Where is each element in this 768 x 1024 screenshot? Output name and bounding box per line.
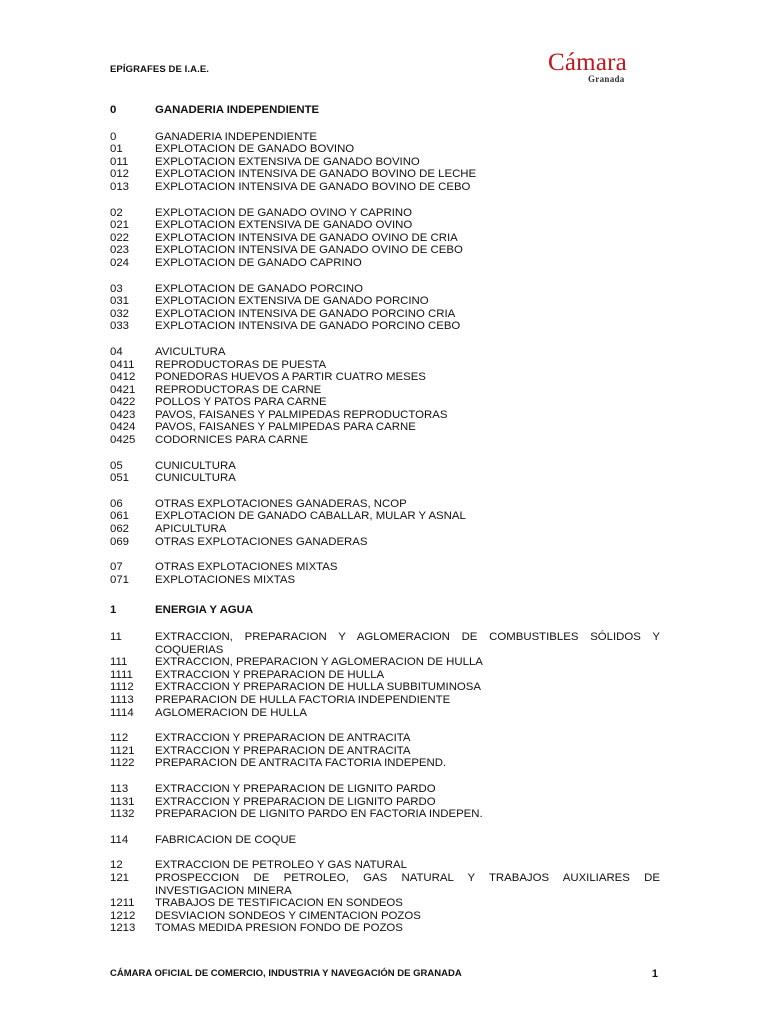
entry-group (110, 207, 660, 270)
epigrafe-description: AVICULTURA (155, 345, 226, 358)
epigrafe-description: GANADERIA INDEPENDIENTE (155, 130, 318, 143)
epigrafe-code: 06 (110, 497, 123, 510)
list-item (110, 808, 660, 821)
epigrafe-code: 022 (110, 231, 130, 244)
list-item (110, 631, 660, 656)
epigrafe-description: EXTRACCION, PREPARACION Y AGLOMERACION DE HULLA (155, 656, 483, 669)
epigrafe-description: POLLOS Y PATOS PARA CARNE (155, 396, 327, 409)
list-item (110, 181, 660, 194)
epigrafe-description: EXTRACCION, PREPARACION Y AGLOMERACION DE COMBUSTIBLES SÓLIDOS Y COQUERIAS (155, 631, 660, 656)
list-item (110, 320, 660, 333)
epigrafe-description: PAVOS, FAISANES Y PALMIPEDAS REPRODUCTORAS (155, 408, 448, 421)
list-item (110, 434, 660, 447)
list-item (110, 460, 660, 473)
epigrafe-description: EXPLOTACION INTENSIVA DE GANADO BOVINO DE CEBO (155, 180, 471, 193)
list-item (110, 922, 660, 935)
entry-group (110, 460, 660, 485)
entry-group (110, 498, 660, 548)
list-item (110, 421, 660, 434)
list-item (110, 574, 660, 587)
list-item (110, 732, 660, 745)
epigrafe-code: 02 (110, 206, 123, 219)
list-item (110, 131, 660, 144)
logo-subtitle: Granada (588, 74, 625, 84)
epigrafe-description: PREPARACION DE LIGNITO PARDO EN FACTORIA INDEPEN. (155, 808, 483, 821)
list-item (110, 694, 660, 707)
document-title: EPÍGRAFES DE I.A.E. (110, 64, 210, 75)
epigrafe-code: 0425 (110, 434, 136, 447)
epigrafe-description: EXPLOTACION INTENSIVA DE GANADO OVINO DE CRIA (155, 231, 458, 244)
epigrafe-description: OTRAS EXPLOTACIONES MIXTAS (155, 561, 338, 574)
list-item (110, 536, 660, 549)
list-item (110, 371, 660, 384)
epigrafe-code: 1111 (110, 668, 133, 681)
epigrafe-description: EXTRACCION Y PREPARACION DE LIGNITO PARDO (155, 795, 436, 808)
epigrafe-code: 0421 (110, 383, 136, 396)
epigrafe-description: EXPLOTACION INTENSIVA DE GANADO PORCINO CEBO (155, 320, 461, 333)
epigrafe-code: 012 (110, 168, 130, 181)
epigrafe-description: EXPLOTACION DE GANADO CAPRINO (155, 256, 362, 269)
section-heading (110, 604, 660, 617)
epigrafe-description: EXPLOTACION DE GANADO BOVINO (155, 143, 355, 156)
entry-group (110, 834, 660, 847)
page-number: 1 (651, 968, 658, 980)
epigrafe-code: 1213 (110, 922, 136, 935)
epigrafe-description: APICULTURA (155, 523, 227, 536)
epigrafe-code: 114 (110, 833, 129, 846)
epigrafe-code: 1211 (110, 897, 135, 910)
list-item (110, 498, 660, 511)
epigrafe-description: TOMAS MEDIDA PRESION FONDO DE POZOS (155, 922, 403, 935)
epigrafe-description: EXPLOTACION EXTENSIVA DE GANADO PORCINO (155, 295, 429, 308)
epigrafe-description: EXPLOTACION DE GANADO CABALLAR, MULAR Y ASNAL (155, 510, 466, 523)
epigrafe-code: 1212 (110, 909, 136, 922)
epigrafe-code: 121 (110, 871, 130, 884)
list-item (110, 308, 660, 321)
epigrafe-code: 1112 (110, 681, 134, 694)
section-title: GANADERIA INDEPENDIENTE (155, 104, 320, 116)
list-item (110, 396, 660, 409)
epigrafe-code: 1122 (110, 757, 135, 770)
list-item (110, 523, 660, 536)
epigrafe-description: EXTRACCION Y PREPARACION DE HULLA (155, 668, 385, 681)
list-item (110, 859, 660, 872)
epigrafe-description: PAVOS, FAISANES Y PALMIPEDAS PARA CARNE (155, 421, 416, 434)
epigrafe-code: 0 (110, 130, 117, 143)
footer-organization: CÁMARA OFICIAL DE COMERCIO, INDUSTRIA Y NAVEGACIÓN DE GRANADA (110, 968, 462, 979)
list-item (110, 669, 660, 682)
epigrafe-description: EXPLOTACION INTENSIVA DE GANADO PORCINO CRIA (155, 307, 456, 320)
epigrafe-description: EXTRACCION Y PREPARACION DE LIGNITO PARDO (155, 782, 436, 795)
epigrafe-code: 12 (110, 859, 123, 872)
epigrafe-description: EXPLOTACIONES MIXTAS (155, 573, 296, 586)
list-item (110, 656, 660, 669)
list-item (110, 757, 660, 770)
list-item (110, 156, 660, 169)
list-item (110, 796, 660, 809)
epigrafe-description: DESVIACION SONDEOS Y CIMENTACION POZOS (155, 909, 421, 922)
epigrafe-description: TRABAJOS DE TESTIFICACION EN SONDEOS (155, 897, 403, 910)
epigrafe-description: OTRAS EXPLOTACIONES GANADERAS (155, 535, 368, 548)
epigrafe-code: 04 (110, 345, 123, 358)
list-item (110, 207, 660, 220)
list-item (110, 295, 660, 308)
epigrafe-code: 1113 (110, 693, 134, 706)
epigrafe-description: OTRAS EXPLOTACIONES GANADERAS, NCOP (155, 497, 407, 510)
list-item (110, 681, 660, 694)
list-item (110, 783, 660, 796)
list-item (110, 872, 660, 897)
section-code: 1 (110, 604, 117, 617)
epigrafe-code: 05 (110, 459, 123, 472)
entry-group (110, 631, 660, 719)
epigrafe-description: EXTRACCION Y PREPARACION DE HULLA SUBBITUMINOSA (155, 681, 481, 694)
list-item (110, 834, 660, 847)
list-item (110, 359, 660, 372)
section-spacer (110, 586, 660, 604)
camara-logo (548, 50, 658, 86)
epigrafe-code: 11 (110, 631, 122, 643)
entry-group (110, 859, 660, 935)
epigrafe-description: EXTRACCION Y PREPARACION DE ANTRACITA (155, 744, 411, 757)
epigrafe-code: 111 (110, 656, 128, 669)
list-item (110, 409, 660, 422)
section-title: ENERGIA Y AGUA (155, 604, 254, 617)
page-footer (110, 968, 660, 979)
epigrafe-description: PROSPECCION DE PETROLEO, GAS NATURAL Y TRABAJOS AUXILIARES DE INVESTIGACION MINERA (155, 871, 660, 897)
list-item (110, 745, 660, 758)
list-item (110, 257, 660, 270)
list-item (110, 168, 660, 181)
epigrafe-description: EXTRACCION Y PREPARACION DE ANTRACITA (155, 732, 411, 745)
list-item (110, 472, 660, 485)
epigrafe-code: 051 (110, 472, 130, 485)
epigrafe-code: 113 (110, 782, 129, 795)
epigrafe-description: CUNICULTURA (155, 459, 236, 472)
epigrafe-code: 032 (110, 307, 130, 320)
epigrafe-description: REPRODUCTORAS DE CARNE (155, 383, 322, 396)
epigrafe-description: REPRODUCTORAS DE PUESTA (155, 358, 327, 371)
epigrafe-code: 033 (110, 320, 130, 333)
list-item (110, 510, 660, 523)
list-item (110, 384, 660, 397)
entry-group (110, 346, 660, 447)
epigrafes-list (110, 104, 660, 935)
epigrafe-description: AGLOMERACION DE HULLA (155, 706, 307, 719)
section-heading (110, 104, 660, 117)
epigrafe-code: 07 (110, 561, 123, 574)
entry-group (110, 783, 660, 821)
epigrafe-description: EXPLOTACION EXTENSIVA DE GANADO BOVINO (155, 155, 420, 168)
list-item (110, 283, 660, 296)
epigrafe-code: 0422 (110, 396, 136, 409)
epigrafe-code: 071 (110, 573, 130, 586)
section-code: 0 (110, 104, 117, 116)
list-item (110, 346, 660, 359)
logo-wordmark: Cámara (548, 49, 627, 76)
epigrafe-code: 011 (110, 155, 129, 168)
epigrafe-description: PREPARACION DE ANTRACITA FACTORIA INDEPEND. (155, 757, 447, 770)
epigrafe-description: EXPLOTACION DE GANADO OVINO Y CAPRINO (155, 206, 412, 219)
list-item (110, 143, 660, 156)
epigrafe-code: 0423 (110, 408, 136, 421)
epigrafe-code: 024 (110, 256, 130, 269)
epigrafe-code: 03 (110, 282, 123, 295)
epigrafe-code: 0412 (110, 371, 136, 384)
epigrafe-description: PREPARACION DE HULLA FACTORIA INDEPENDIENTE (155, 693, 451, 706)
list-item (110, 232, 660, 245)
epigrafe-code: 069 (110, 535, 130, 548)
epigrafe-code: 031 (110, 295, 130, 308)
epigrafe-code: 0411 (110, 358, 135, 371)
list-item (110, 897, 660, 910)
epigrafe-description: EXPLOTACION INTENSIVA DE GANADO OVINO DE CEBO (155, 244, 463, 257)
entry-group (110, 283, 660, 333)
epigrafe-code: 0424 (110, 421, 136, 434)
entry-group (110, 131, 660, 194)
epigrafe-code: 023 (110, 244, 130, 257)
epigrafe-code: 061 (110, 510, 130, 523)
epigrafe-description: PONEDORAS HUEVOS A PARTIR CUATRO MESES (155, 371, 426, 384)
epigrafe-description: EXPLOTACION EXTENSIVA DE GANADO OVINO (155, 219, 413, 232)
list-item (110, 219, 660, 232)
epigrafe-code: 013 (110, 180, 130, 193)
epigrafe-code: 021 (110, 219, 130, 232)
epigrafe-description: EXTRACCION DE PETROLEO Y GAS NATURAL (155, 859, 407, 872)
list-item (110, 910, 660, 923)
entry-group (110, 732, 660, 770)
epigrafe-code: 1131 (110, 795, 135, 808)
entry-group (110, 561, 660, 586)
epigrafe-description: CODORNICES PARA CARNE (155, 434, 308, 447)
epigrafe-code: 1114 (110, 706, 134, 719)
epigrafe-code: 01 (110, 143, 123, 156)
epigrafe-description: EXPLOTACION DE GANADO PORCINO (155, 282, 364, 295)
epigrafe-code: 1121 (110, 744, 135, 757)
epigrafe-code: 112 (110, 732, 129, 745)
epigrafe-description: FABRICACION DE COQUE (155, 833, 297, 846)
list-item (110, 561, 660, 574)
list-item (110, 707, 660, 720)
list-item (110, 244, 660, 257)
epigrafe-code: 1132 (110, 808, 135, 821)
epigrafe-description: CUNICULTURA (155, 472, 236, 485)
epigrafe-description: EXPLOTACION INTENSIVA DE GANADO BOVINO DE LECHE (155, 168, 477, 181)
epigrafe-code: 062 (110, 523, 130, 536)
